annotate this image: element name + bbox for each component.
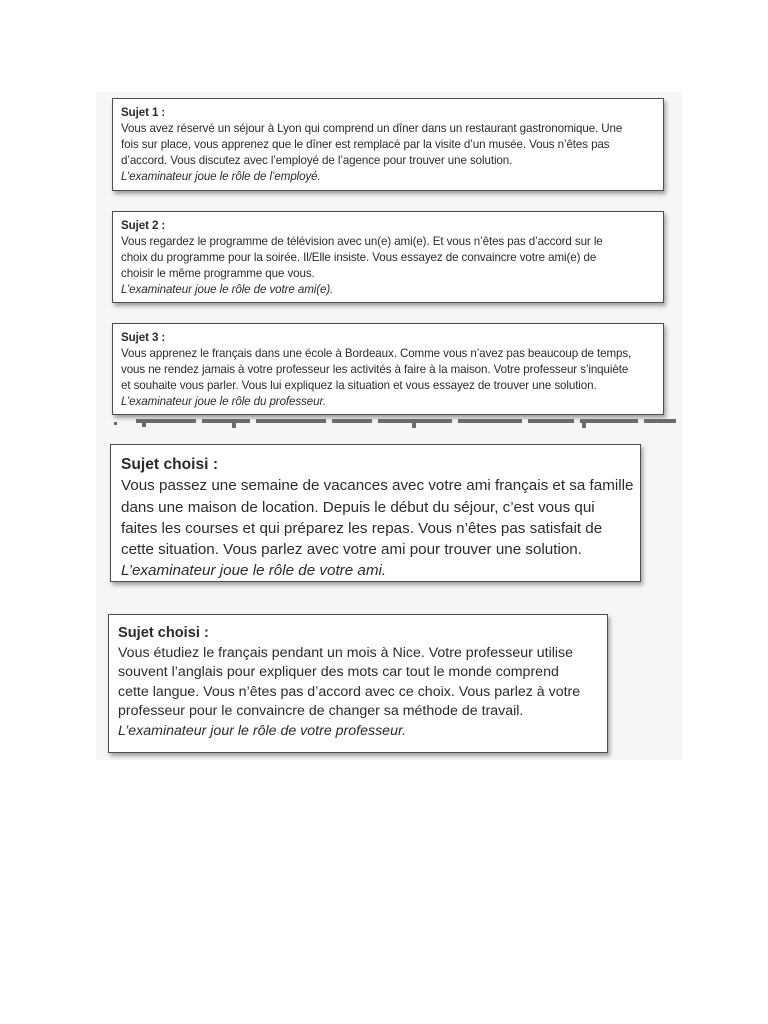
sujet-1-line: Vous avez réservé un séjour à Lyon qui comprend un dîner dans un restaurant gastronomique. Une [121,122,623,135]
sujet-3-title: Sujet 3 : [121,331,166,344]
sujet-choisi-1-line: faites les courses et qui préparez les repas. Vous n’êtes pas satisfait de [121,519,603,537]
sujet-choisi-1-title: Sujet choisi : [121,456,219,473]
sujet-2-box [112,211,664,303]
sujet-1-line: fois sur place, vous apprenez que le dîner est remplacé par la visite d’un musée. Vous n’êtes pas [121,138,610,151]
sujet-2-examiner-role: L’examinateur joue le rôle de votre ami(e). [121,283,334,296]
sujet-3-line: Vous apprenez le français dans une école à Bordeaux. Comme vous n’avez pas beaucoup de temps, [121,347,632,360]
sujet-3-examiner-role: L’examinateur joue le rôle du professeur. [121,395,326,408]
sujet-2-title: Sujet 2 : [121,219,166,232]
sujet-choisi-2-line: Vous étudiez le français pendant un mois à Nice. Votre professeur utilise [118,644,574,661]
sujet-3-box [112,323,664,415]
sujet-choisi-2-title: Sujet choisi : [118,625,209,641]
cropped-text-strokes [112,419,680,428]
sujet-1-box [112,98,664,191]
sujet-2-line: Vous regardez le programme de télévision avec un(e) ami(e). Et vous n’êtes pas d’accord sur le [121,235,603,248]
sujet-choisi-1-line: dans une maison de location. Depuis le début du séjour, c’est vous qui [121,498,595,516]
sujet-choisi-1-box [110,444,641,582]
sujet-choisi-1-line: Vous passez une semaine de vacances avec votre ami français et sa famille [121,477,634,495]
sujet-choisi-1-line: cette situation. Vous parlez avec votre ami pour trouver une solution. [121,541,582,559]
sujet-3-line: et souhaite vous parler. Vous lui expliquez la situation et vous essayez de trouver une solution. [121,379,597,392]
cropped-text-fragment [112,417,680,428]
sujet-1-line: d’accord. Vous discutez avec l’employé de l’agence pour trouver une solution. [121,154,513,167]
sujet-1-title: Sujet 1 : [121,106,166,119]
sujet-2-line: choisir le même programme que vous. [121,267,315,280]
sujet-choisi-2-line: cette langue. Vous n’êtes pas d’accord avec ce choix. Vous parlez à votre [118,683,581,700]
sujet-choisi-2-line: souvent l’anglais pour expliquer des mots car tout le monde comprend [118,664,559,681]
sujet-choisi-1-examiner-role: L’examinateur joue le rôle de votre ami. [121,562,387,580]
sujet-3-line: vous ne rendez jamais à votre professeur les activités à faire à la maison. Votre professeur s’inquiète [121,363,629,376]
sujet-choisi-2-line: professeur pour le convaincre de changer sa méthode de travail. [118,703,524,720]
sujet-2-line: choix du programme pour la soirée. Il/Elle insiste. Vous essayez de convaincre votre ami(e) de [121,251,597,264]
sujet-choisi-2-box [108,614,608,753]
sujet-1-examiner-role: L’examinateur joue le rôle de l’employé. [121,170,321,183]
sujet-choisi-2-examiner-role: L’examinateur jour le rôle de votre professeur. [118,722,407,739]
